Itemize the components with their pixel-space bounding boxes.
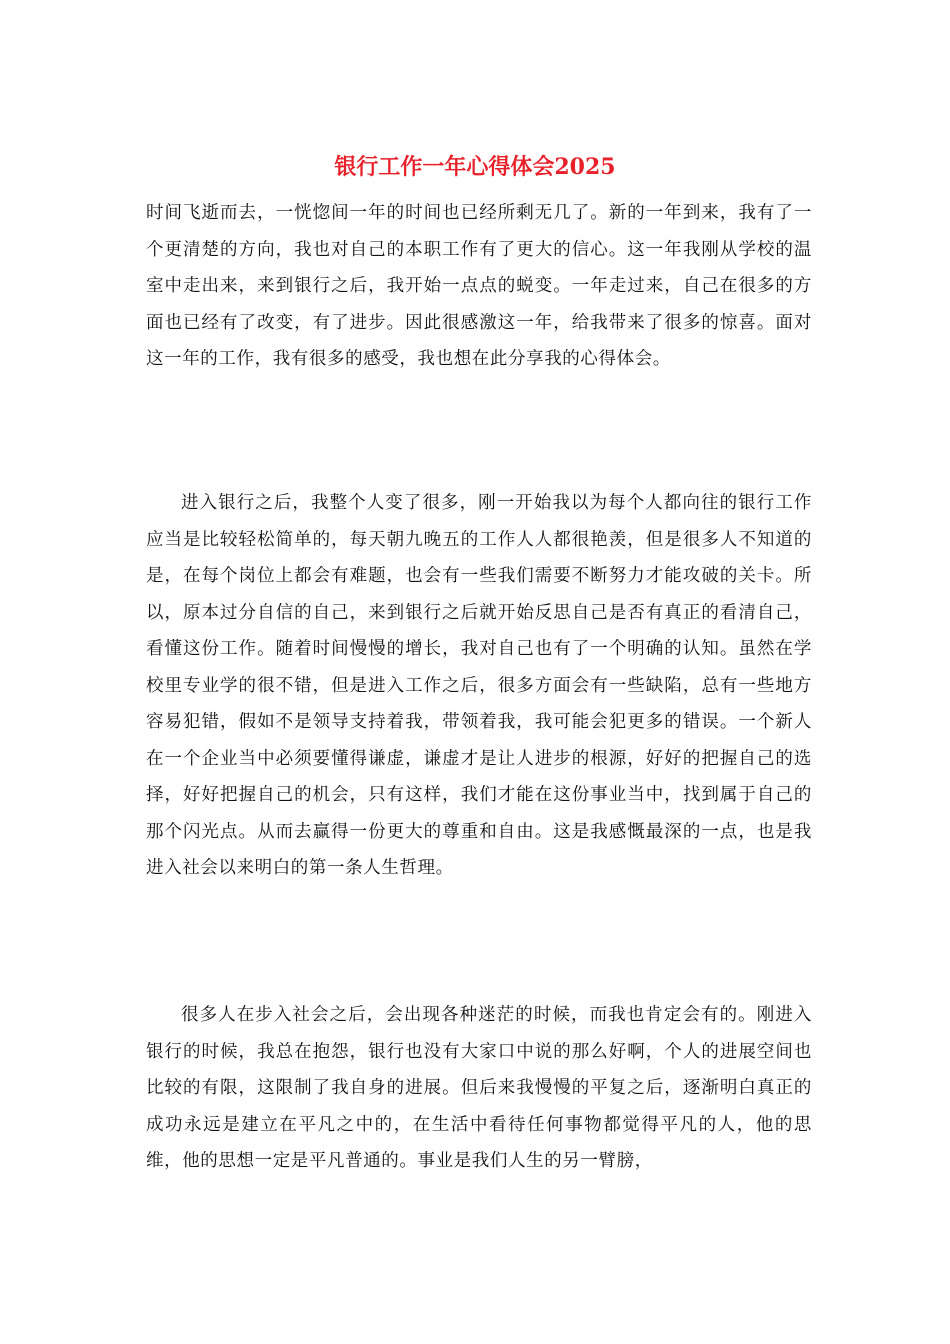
document-title: 银行工作一年心得体会2025 [334,154,616,180]
paragraph-intro: 时间飞逝而去，一恍惚间一年的时间也已经所剩无几了。新的一年到来，我有了一个更清楚的方向，我也对自己的本职工作有了更大的信心。这一年我刚从学校的温室中走出来，来到银行之后，我开始一点点的蜕变。一年走过来，自己在很多的方面也已经有了改变，有了进步。因此很感激这一年，给我带来了很多的惊喜。面对这一年的工作，我有很多的感受，我也想在此分享我的心得体会。 [146,203,812,369]
paragraph-third: 很多人在步入社会之后，会出现各种迷茫的时候，而我也肯定会有的。刚进入银行的时候，我总在抱怨，银行也没有大家口中说的那么好啊，个人的进展空间也比较的有限，这限制了我自身的进展。但后来我慢慢的平复之后，逐渐明白真正的成功永远是建立在平凡之中的，在生活中看待任何事物都觉得平凡的人，他的思维，他的思想一定是平凡普通的。事业是我们人生的另一臂膀， [146,1005,812,1171]
paragraph-second: 进入银行之后，我整个人变了很多，刚一开始我以为每个人都向往的银行工作应当是比较轻松简单的，每天朝九晚五的工作人人都很艳羡，但是很多人不知道的是，在每个岗位上都会有难题，也会有一些我们需要不断努力才能攻破的关卡。所以，原本过分自信的自己，来到银行之后就开始反思自己是否有真正的看清自己，看懂这份工作。随着时间慢慢的增长，我对自己也有了一个明确的认知。虽然在学校里专业学的很不错，但是进入工作之后，很多方面会有一些缺陷，总有一些地方容易犯错，假如不是领导支持着我，带领着我，我可能会犯更多的错误。一个新人在一个企业当中必须要懂得谦虚，谦虚才是让人进步的根源，好好的把握自己的选择，好好把握自己的机会，只有这样，我们才能在这份事业当中，找到属于自己的那个闪光点。从而去赢得一份更大的尊重和自由。这是我感慨最深的一点，也是我进入社会以来明白的第一条人生哲理。 [146,493,812,878]
